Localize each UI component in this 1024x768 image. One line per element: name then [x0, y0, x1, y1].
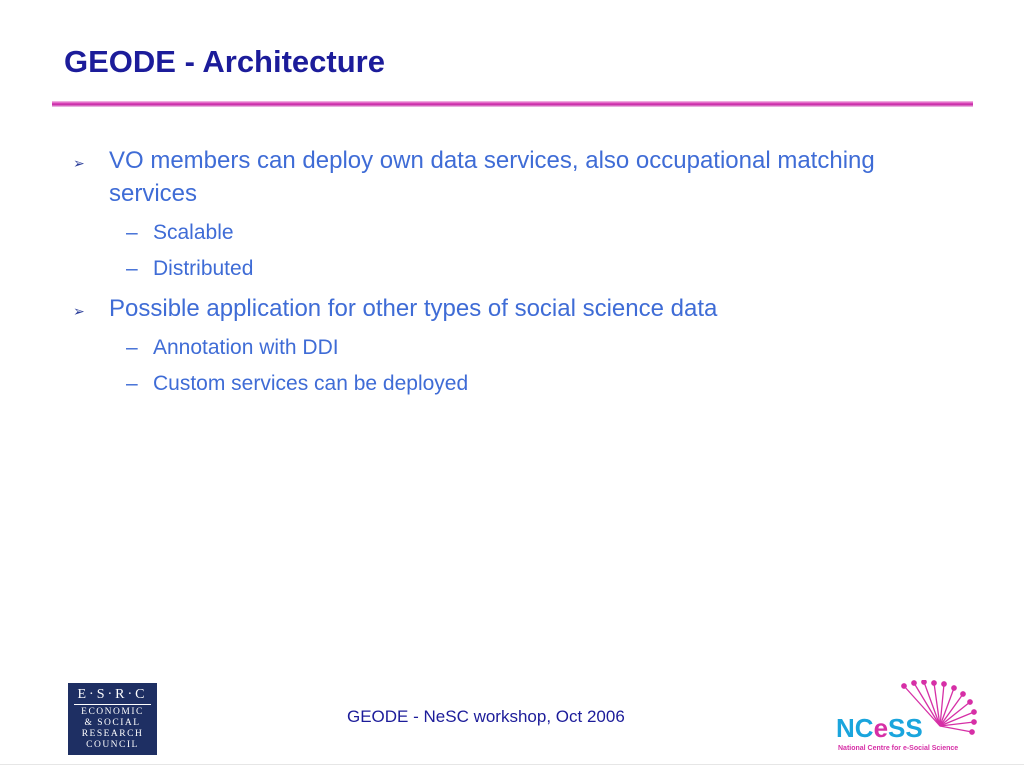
- esrc-logo-line: ECONOMIC: [81, 707, 144, 717]
- sub-bullet-item: [126, 370, 469, 398]
- ncess-logo-text: [836, 713, 923, 744]
- esrc-logo-line: COUNCIL: [86, 740, 139, 750]
- bullet-item: [73, 292, 929, 325]
- dash-icon: –: [126, 257, 138, 280]
- sub-bullet-item: [126, 334, 339, 362]
- sub-bullet-text: Distributed: [153, 257, 254, 280]
- dash-icon: –: [126, 336, 138, 359]
- esrc-logo-rule: [74, 704, 151, 705]
- bullet-arrow-icon: ➢: [73, 155, 85, 171]
- slide-title: GEODE - Architecture: [64, 44, 385, 79]
- dash-icon: –: [126, 221, 138, 244]
- esrc-logo-line: & SOCIAL: [84, 718, 141, 728]
- sub-bullet-text: Scalable: [153, 221, 234, 244]
- esrc-logo: [68, 683, 157, 755]
- sub-bullet-text: Annotation with DDI: [153, 336, 339, 359]
- sub-bullet-item: [126, 219, 234, 247]
- sub-bullet-item: [126, 255, 254, 283]
- footer-text: GEODE - NeSC workshop, Oct 2006: [347, 707, 625, 726]
- ncess-logo-subtitle: National Centre for e-Social Science: [838, 745, 959, 752]
- bullet-arrow-icon: ➢: [73, 303, 85, 319]
- bottom-divider: [0, 764, 1024, 765]
- ncess-logo-part: e: [873, 713, 889, 743]
- ncess-logo-part: NC: [836, 713, 874, 743]
- esrc-logo-top: E·S·R·C: [77, 687, 148, 702]
- esrc-logo-line: RESEARCH: [81, 729, 144, 739]
- bullet-text: Possible application for other types of social science data: [109, 295, 718, 322]
- sub-bullet-text: Custom services can be deployed: [153, 372, 469, 395]
- dash-icon: –: [126, 372, 138, 395]
- ncess-logo-part: SS: [888, 713, 923, 743]
- bullet-text: VO members can deploy own data services, also occupational matching services: [109, 147, 875, 207]
- bullet-item: [73, 144, 929, 210]
